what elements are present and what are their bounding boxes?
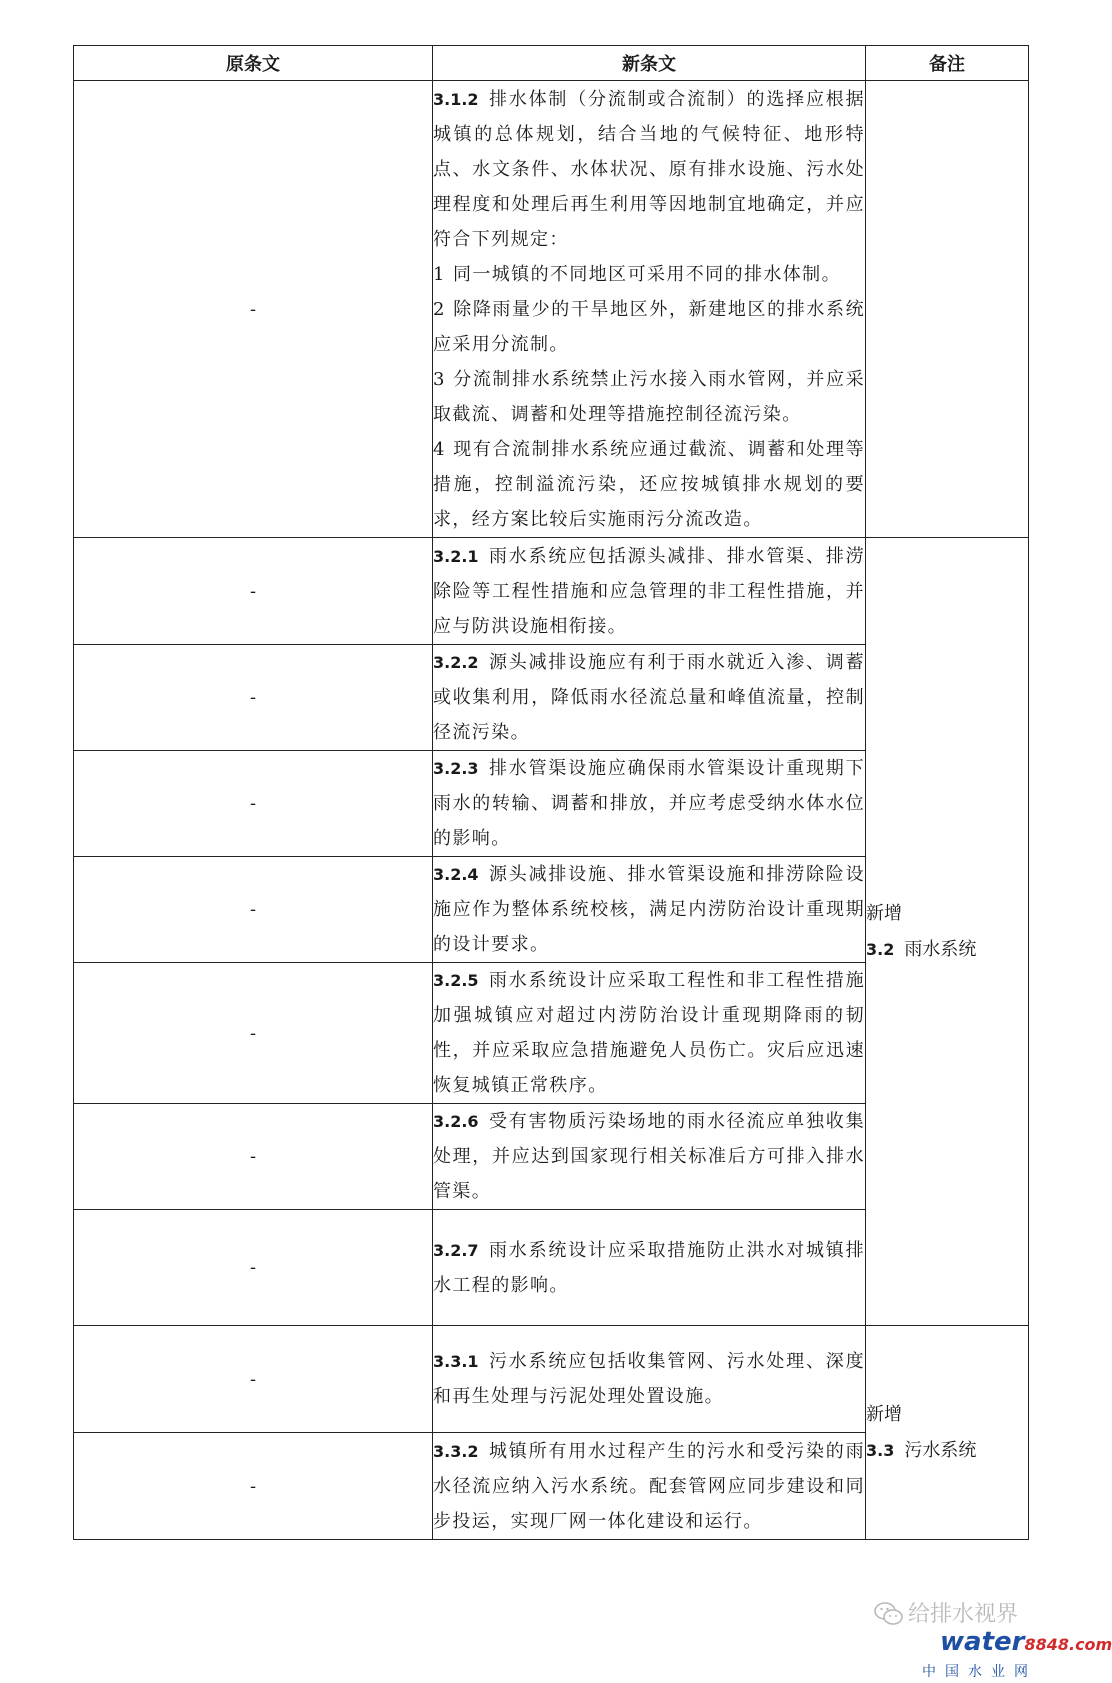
clause-paragraph (433, 1104, 865, 1209)
clause-number: 3.3.2 (433, 1441, 479, 1461)
water8848-logo: water8848.com (940, 1627, 1112, 1657)
new-clause-cell (433, 1326, 866, 1433)
clause-item: 1 同一城镇的不同地区可采用不同的排水体制。 (433, 263, 841, 285)
new-clause-cell (433, 1210, 866, 1326)
new-clause-cell (433, 1433, 866, 1540)
original-clause-cell: - (74, 1326, 433, 1433)
wechat-icon (874, 1601, 904, 1631)
clause-paragraph (433, 82, 865, 257)
remark-cell (866, 81, 1029, 538)
original-clause-cell: - (74, 1104, 433, 1210)
new-clause-cell (433, 751, 866, 857)
remark-section-title: 污水系统 (904, 1439, 977, 1461)
clause-text: 雨水系统设计应采取工程性和非工程性措施加强城镇应对超过内涝防治设计重现期降雨的韧性，并应采取应急措施避免人员伤亡。灾后应迅速恢复城镇正常秩序。 (433, 970, 865, 1096)
remark-cell (866, 1326, 1029, 1540)
new-clause-cell (433, 963, 866, 1104)
comparison-table (73, 45, 1029, 1540)
remark-added: 新增 (866, 902, 902, 924)
header-original-clause: 原条文 (74, 46, 433, 81)
header-new-clause: 新条文 (433, 46, 866, 81)
clause-number: 3.2.3 (433, 759, 479, 778)
clause-text: 源头减排设施应有利于雨水就近入渗、调蓄或收集利用，降低雨水径流总量和峰值流量，控制径流污染。 (433, 652, 865, 743)
watermark (870, 1595, 1112, 1683)
clause-paragraph (433, 751, 865, 856)
new-clause-cell (433, 81, 866, 538)
original-clause-cell: - (74, 645, 433, 751)
remark-section (866, 1433, 1028, 1469)
clause-paragraph (433, 1344, 865, 1414)
remark-section (866, 932, 1028, 968)
clause-text: 雨水系统应包括源头减排、排水管渠、排涝除险等工程性措施和应急管理的非工程性措施，并应与防洪设施相衔接。 (433, 545, 865, 637)
clause-number: 3.2.1 (433, 546, 479, 566)
clause-text: 城镇所有用水过程产生的污水和受污染的雨水径流应纳入污水系统。配套管网应同步建设和同步投运，实现厂网一体化建设和运行。 (433, 1440, 865, 1532)
clause-number: 3.2.5 (433, 971, 479, 990)
clause-paragraph (433, 645, 865, 750)
clause-paragraph (433, 539, 865, 644)
clause-text: 雨水系统设计应采取措施防止洪水对城镇排水工程的影响。 (433, 1239, 865, 1296)
logo-chinese-name: 中国水业网 (922, 1664, 1037, 1680)
clause-number: 3.3.1 (433, 1352, 479, 1371)
clause-text: 受有害物质污染场地的雨水径流应单独收集处理，并应达到国家现行相关标准后方可排入排水管渠。 (433, 1111, 865, 1202)
clause-paragraph (433, 1434, 865, 1539)
clause-paragraph (433, 963, 865, 1103)
clause-item: 4 现有合流制排水系统应通过截流、调蓄和处理等措施，控制溢流污染，还应按城镇排水规划的要求，经方案比较后实施雨污分流改造。 (433, 438, 865, 530)
original-clause-cell: - (74, 857, 433, 963)
clause-item: 2 除降雨量少的干旱地区外，新建地区的排水系统应采用分流制。 (433, 298, 865, 355)
clause-text: 排水管渠设施应确保雨水管渠设计重现期下雨水的转输、调蓄和排放，并应考虑受纳水体水位的影响。 (433, 758, 865, 849)
clause-paragraph (433, 857, 865, 962)
remark-section-number: 3.2 (866, 939, 895, 959)
clause-number: 3.1.2 (433, 89, 479, 109)
new-clause-cell (433, 538, 866, 645)
clause-number: 3.2.2 (433, 653, 479, 672)
table-row (74, 538, 1029, 645)
new-clause-cell (433, 857, 866, 963)
table-header-row (74, 46, 1029, 81)
clause-text: 源头减排设施、排水管渠设施和排涝除险设施应作为整体系统校核，满足内涝防治设计重现期的设计要求。 (433, 864, 865, 955)
clause-paragraph (433, 1233, 865, 1303)
clause-text: 污水系统应包括收集管网、污水处理、深度和再生处理与污泥处理处置设施。 (433, 1351, 865, 1407)
clause-text: 排水体制（分流制或合流制）的选择应根据城镇的总体规划，结合当地的气候特征、地形特点、水文条件、水体状况、原有排水设施、污水处理程度和处理后再生利用等因地制宜地确定，并应符合下列规定： (433, 88, 865, 250)
remark-section-number: 3.3 (866, 1440, 895, 1460)
original-clause-cell: - (74, 1210, 433, 1326)
clause-number: 3.2.7 (433, 1240, 479, 1260)
clause-number: 3.2.6 (433, 1112, 479, 1131)
original-clause-cell: - (74, 1433, 433, 1540)
table-row (74, 1326, 1029, 1433)
watermark-account: 给排水视界 (908, 1602, 1019, 1627)
header-remark: 备注 (866, 46, 1029, 81)
new-clause-cell (433, 645, 866, 751)
new-clause-cell (433, 1104, 866, 1210)
remark-cell (866, 538, 1029, 1326)
clause-item: 3 分流制排水系统禁止污水接入雨水管网，并应采取截流、调蓄和处理等措施控制径流污染。 (433, 368, 865, 425)
table-row (74, 81, 1029, 538)
original-clause-cell: - (74, 81, 433, 538)
remark-added: 新增 (866, 1403, 902, 1425)
remark-section-title: 雨水系统 (904, 938, 977, 960)
clause-number: 3.2.4 (433, 865, 479, 884)
original-clause-cell: - (74, 538, 433, 645)
original-clause-cell: - (74, 751, 433, 857)
original-clause-cell: - (74, 963, 433, 1104)
